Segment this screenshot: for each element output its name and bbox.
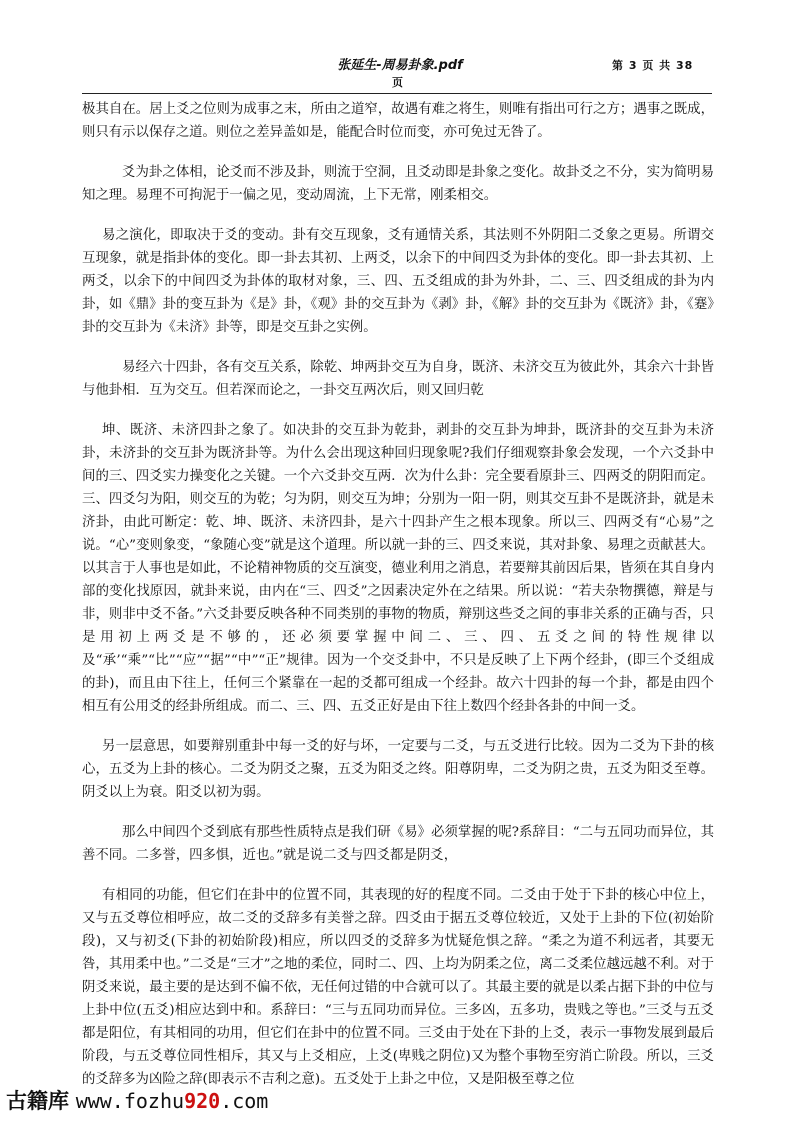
footer-url-prefix: www.fozhu — [75, 1089, 185, 1113]
header-rule — [82, 93, 712, 94]
paragraph-1: 极其自在。居上爻之位则为成事之末，所由之道窄，故遇有难之将生，则唯有指出可行之方；遇事之既成，则只有示以保存之道。则位之差异盖如是，能配合时位而变，亦可免过无咎了。 — [82, 102, 714, 140]
footer-watermark — [6, 1086, 268, 1116]
paragraph-3: 易之演化，即取决于爻的变动。卦有交互现象，爻有通情关系，其法则不外阴阳二爻象之更易。所谓交互现象，就是指卦体的变化。即一卦去其初、上两爻，以余下的中间四爻为卦体的变化。即一卦去其初、上两爻，以余下的中间四爻为卦体的取材对象，三、四、五爻组成的卦为外卦，二、三、四爻组成的卦为内卦，如《鼎》卦的变互卦为《是》卦，《观》卦的交互卦为《剥》卦，《解》卦的交互卦为《既济》卦，《蹇》卦的交互卦为《未济》卦等，即是交互卦之实例。 — [82, 228, 714, 335]
document-body — [82, 98, 714, 1108]
paragraph-4: 易经六十四卦，各有交互关系，除乾、坤两卦交互为自身，既济、未济交互为彼此外，其余六十卦皆与他卦相．互为交互。但若深而论之，一卦交互两次后，则又回归乾 — [82, 360, 714, 398]
page-number: 第 3 页 共 38 — [612, 59, 694, 72]
footer-site-name: 古籍库 — [6, 1089, 69, 1113]
paragraph-6: 另一层意思，如要辩别重卦中每一爻的好与坏，一定要与二爻，与五爻进行比较。因为二爻为下卦的核心，五爻为上卦的核心。二爻为阴爻之聚，五爻为阳爻之终。阳尊阴卑，二爻为阴之贵，五爻为阳爻至尊。阴爻以上为衰。阳爻以初为弱。 — [82, 739, 714, 800]
document-title: 张延生-周易卦象.pdf — [337, 58, 463, 73]
footer-url-number: 920 — [184, 1089, 221, 1113]
paragraph-7: 那么中间四个爻到底有那些性质特点是我们研《易》必须掌握的呢?系辞目：“二与五同功而异位，其善不同。二多誉，四多惧，近也。”就是说二爻与四爻都是阴爻， — [82, 825, 714, 863]
paragraph-5: 坤、既济、未济四卦之象了。如决卦的交互卦为乾卦，剥卦的交互卦为坤卦，既济卦的交互卦为未济卦，未济卦的交互卦为既济卦等。为什么会出现这种回归现象呢?我们仔细观察卦象会发现，一个六爻卦中间的三、四爻实力操变化之关键。一个六爻卦交互两．次为什么卦：完全要看原卦三、四两爻的阴阳而定。三、四爻匀为阳，则交互的为乾；匀为阴，则交互为坤；分别为一阳一阴，则其交互卦不是既济卦，就是未济卦，由此可断定：乾、坤、既济、未济四卦，是六十四卦产生之根本现象。所以三、四两爻有“心易”之说。“心”变则象变，“象随心变”就是这个道理。所以就一卦的三、四爻来说，其对卦象、易理之贡献甚大。以其言于人事也是如此，不论精神物质的交互演变，德业利用之消息，若要辩其前因后果，皆须在其自身内部的变化找原因，就卦来说，由内在“三、四爻”之因素决定外在之结果。所以说：“若夫杂物撰德，辩是与非，则非中爻不备。”六爻卦要反映各种不同类别的事物的物质，辩别这些爻之间的事非关系的正确与否，只是用初上两爻是不够的，还必须要掌握中间二、三、四、五爻之间的特性规律以及“承’“乘”“比”“应”“据”“中”“正”规律。因为一个交爻卦中，不只是反映了上下两个经卦，(即三个爻组成的卦)，而且由下往上，任何三个紧靠在一起的爻都可组成一个经卦。故六十四卦的每一个卦，都是由四个相互有公用爻的经卦所组成。而二、三、四、五爻正好是由下往上数四个经卦各卦的中间一爻。 — [82, 423, 714, 714]
paragraph-2: 爻为卦之体相，论爻而不涉及卦，则流于空洞，且爻动即是卦象之变化。故卦爻之不分，实为简明易知之理。易理不可拘泥于一偏之见，变动周流，上下无常，刚柔相交。 — [82, 165, 714, 203]
page-header — [0, 54, 793, 94]
footer-url-suffix: .com — [220, 1089, 269, 1113]
page-number-suffix: 页 — [392, 76, 403, 89]
paragraph-8: 有相同的功能，但它们在卦中的位置不同，其表现的好的程度不同。二爻由于处于下卦的核心中位上，又与五爻尊位相呼应，故二爻的爻辞多有美誉之辞。四爻由于据五爻尊位较近，又处于上卦的下位(初始阶段)，又与初爻(下卦的初始阶段)相应，所以四爻的爻辞多为忧疑危惧之辞。“柔之为道不利远者，其要无咎，其用柔中也。”二爻是“三才”之地的柔位，同时二、四、上均为阴柔之位，离二爻柔位越远越不利。对于阴爻来说，最主要的是达到不偏不依，无任何过错的中合就可以了。其最主要的就是以柔占据下卦的中位与上卦中位(五爻)相应达到中和。系辞曰：“三与五同功而异位。三多凶，五多功，贵贱之等也。”三爻与五爻都是阳位，有其相同的功用，但它们在卦中的位置不同。三爻由于处在下卦的上爻，表示一事物发展到最后阶段，与五爻尊位同性相斥，其又与上爻相应，上爻(卑贱之阴位)又为整个事物至穷消亡阶段。所以，三爻的爻辞多为凶险之辞(即表示不吉利之意)。五爻处于上卦之中位，又是阳极至尊之位 — [82, 888, 714, 1087]
